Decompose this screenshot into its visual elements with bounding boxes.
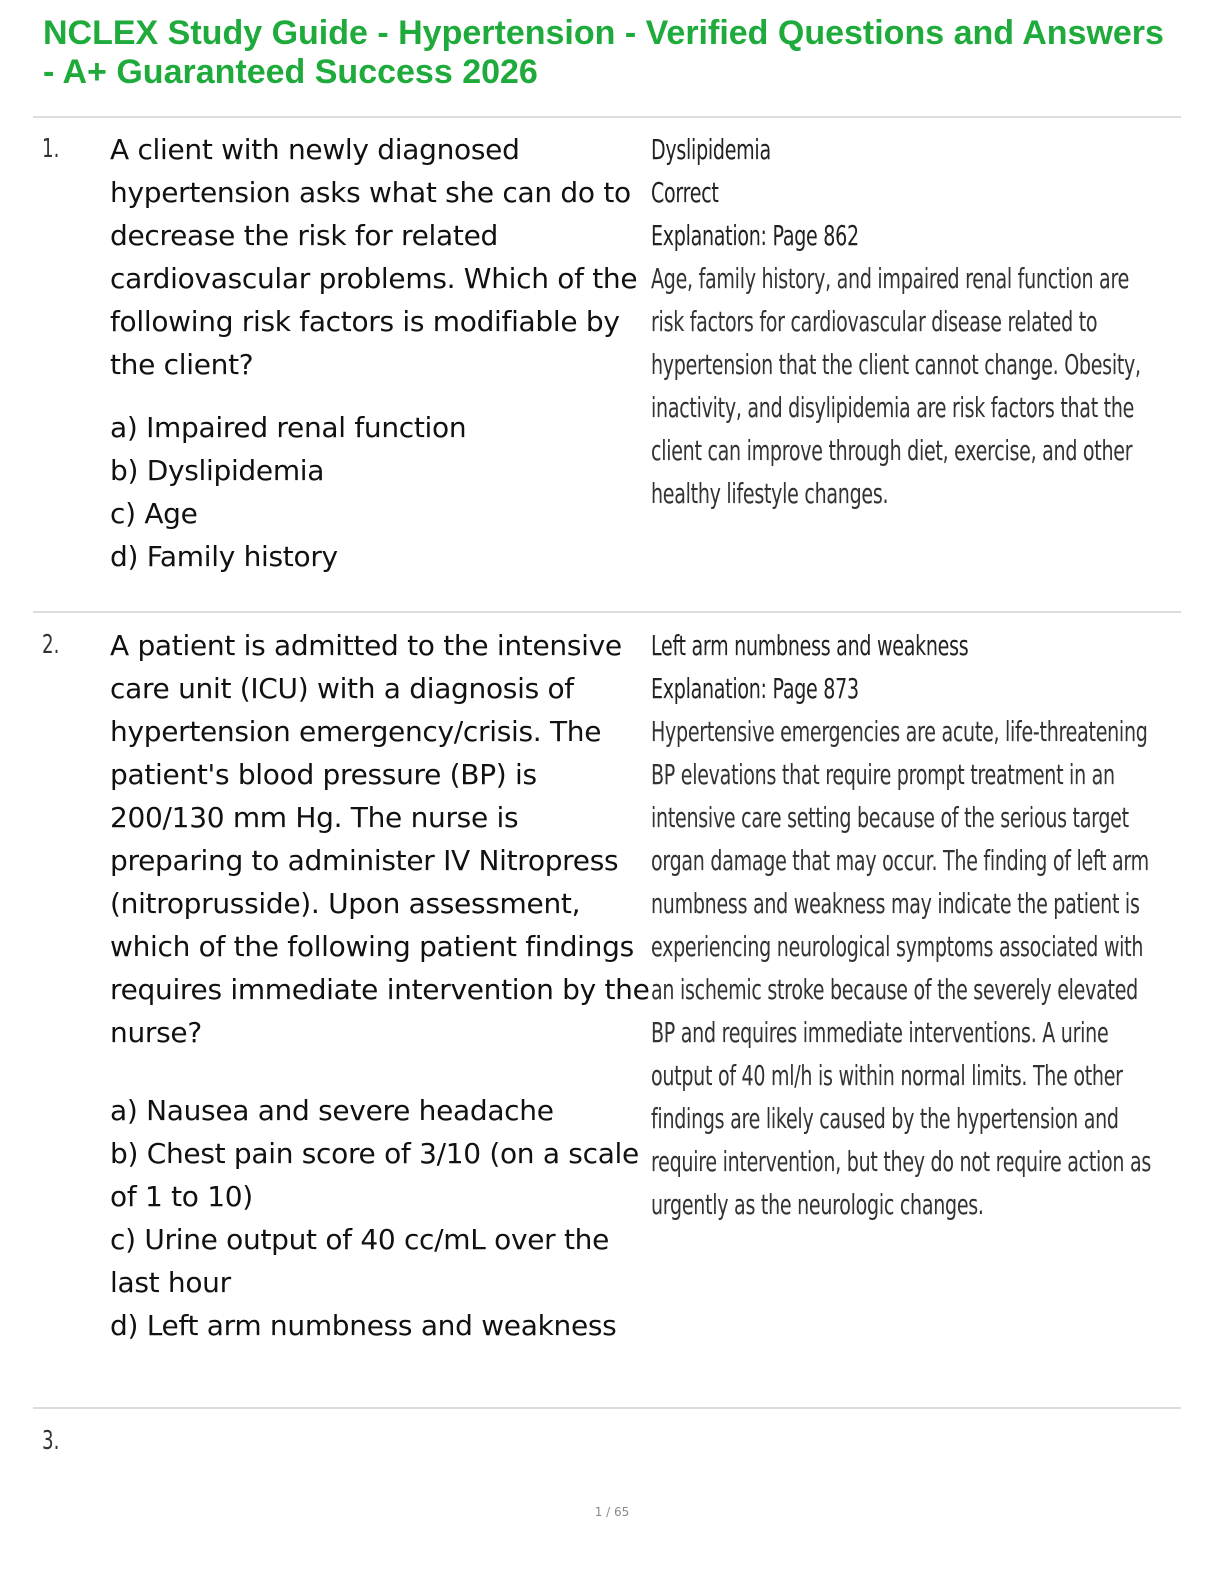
explanation-reference: Explanation: Page 862 xyxy=(651,219,859,252)
explanation-reference: Explanation: Page 873 xyxy=(651,672,859,705)
option-b[interactable]: b) Chest pain score of 3/10 (on a scale of 1 to 10) xyxy=(110,1137,639,1213)
answer-status: Correct xyxy=(651,176,719,209)
option-list xyxy=(110,1089,650,1347)
question-stem: A client with newly diagnosed hypertension asks what she can do to decrease the risk for related cardiovascular problems. Which of the following risk factors is modifiable by the client? xyxy=(110,133,638,381)
explanation-text: Age, family history, and impaired renal function are risk factors for cardiovascular disease related to hypertension that the client cannot change. Obesity, inactivity, and disylipidemia are risk factors that the client can improve through diet, exercise, and other healthy lifestyle changes. xyxy=(651,262,1141,510)
answer-panel xyxy=(651,624,1161,1226)
divider-q2 xyxy=(33,1407,1181,1409)
divider-top xyxy=(33,116,1181,118)
option-d[interactable]: d) Family history xyxy=(110,540,338,573)
answer-text: Left arm numbness and weakness xyxy=(651,629,969,662)
question-body xyxy=(110,624,650,1347)
question-body xyxy=(110,128,650,578)
document-title: NCLEX Study Guide - Hypertension - Verified Questions and Answers - A+ Guaranteed Success 2026 xyxy=(43,14,1164,91)
question-1 xyxy=(0,128,1224,598)
question-2 xyxy=(0,624,1224,1394)
option-d[interactable]: d) Left arm numbness and weakness xyxy=(110,1309,617,1342)
question-stem: A patient is admitted to the intensive care unit (ICU) with a diagnosis of hypertension emergency/crisis. The patient's blood pressure (BP) is 200/130 mm Hg. The nurse is preparing to administer IV Nitropress (nitroprusside). Upon assessment, which of the following patient findings requires immediate intervention by the nurse? xyxy=(110,629,650,1049)
question-number: 1. xyxy=(42,134,60,164)
answer-panel xyxy=(651,128,1161,515)
explanation-text: Hypertensive emergencies are acute, life-threatening BP elevations that require prompt treatment in an intensive care setting because of the serious target organ damage that may occur. The finding of left arm numbness and weakness may indicate the patient is experiencing neurological symptoms associated with an ischemic stroke because of the severely elevated BP and requires immediate interventions. A urine output of 40 ml/h is within normal limits. The other findings are likely caused by the hypertension and require intervention, but they do not require action as urgently as the neurologic changes. xyxy=(651,715,1152,1221)
option-b[interactable]: b) Dyslipidemia xyxy=(110,454,325,487)
option-a[interactable]: a) Nausea and severe headache xyxy=(110,1094,554,1127)
option-a[interactable]: a) Impaired renal function xyxy=(110,411,467,444)
option-list xyxy=(110,406,650,578)
divider-q1 xyxy=(33,611,1181,613)
question-3 xyxy=(0,1420,1224,1480)
question-number: 3. xyxy=(42,1426,60,1456)
option-c[interactable]: c) Urine output of 40 cc/mL over the last hour xyxy=(110,1223,610,1299)
question-number: 2. xyxy=(42,630,60,660)
page-number: 1 / 65 xyxy=(594,1505,630,1519)
option-c[interactable]: c) Age xyxy=(110,497,198,530)
answer-text: Dyslipidemia xyxy=(651,133,771,166)
